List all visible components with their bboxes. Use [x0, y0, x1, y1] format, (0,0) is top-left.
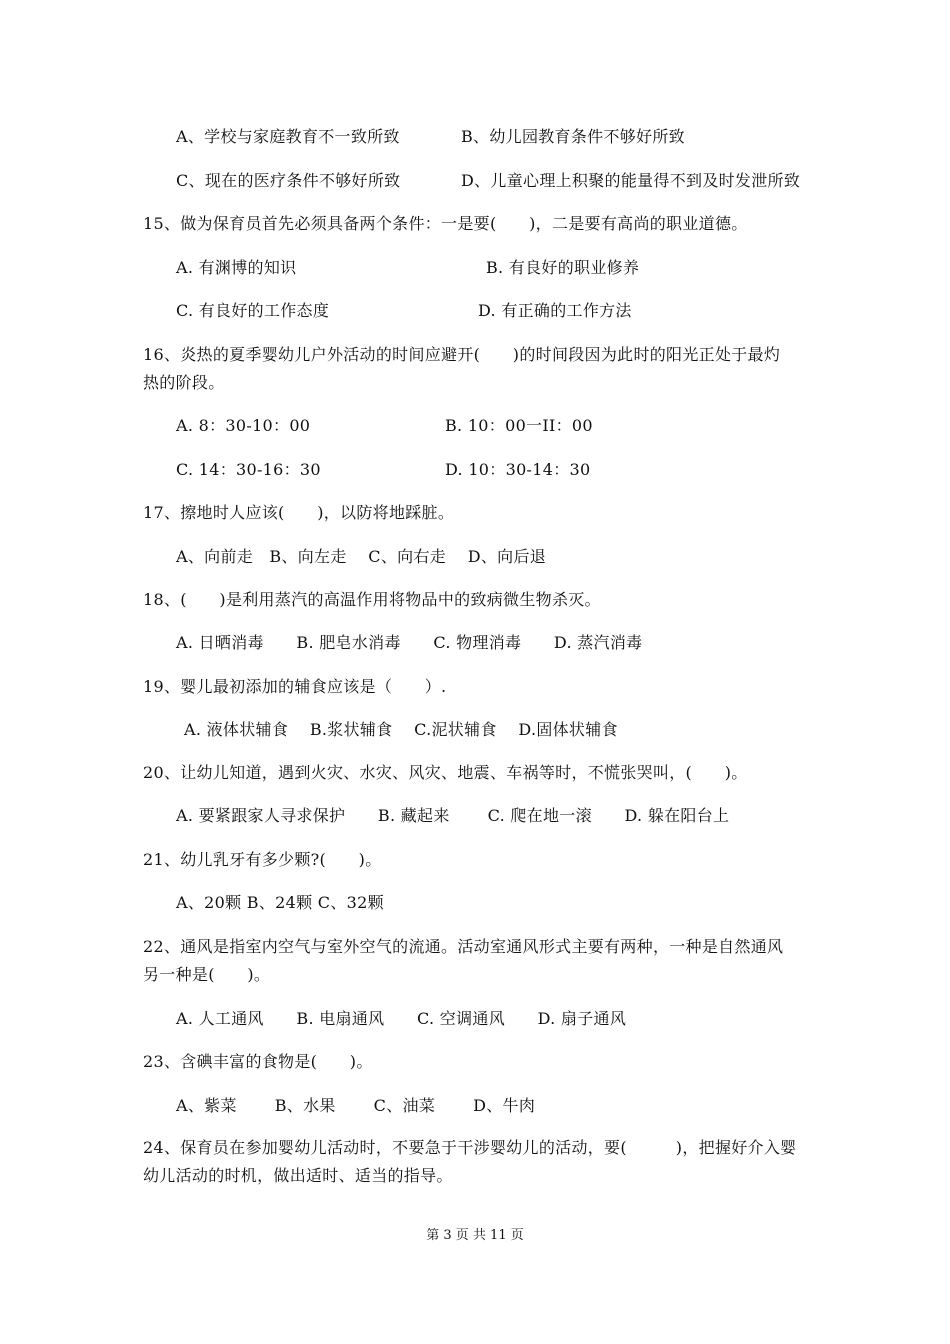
q22-stem-line-2: 另一种是( )。 [143, 965, 271, 984]
q15-stem: 15、做为保育员首先必须具备两个条件：一是要( )，二是要有高尚的职业道德。 [143, 214, 748, 233]
q19-options: A. 液体状辅食 B.浆状辅食 C.泥状辅食 D.固体状辅食 [184, 720, 618, 739]
q16-stem-line-1: 16、炎热的夏季婴幼儿户外活动的时间应避开( )的时间段因为此时的阳光正处于最灼 [143, 345, 781, 364]
q14-option-c: C、现在的医疗条件不够好所致 [176, 171, 401, 190]
q20-stem: 20、让幼儿知道，遇到火灾、水灾、风灾、地震、车祸等时，不慌张哭叫，( )。 [143, 763, 748, 782]
q16-option-c: C. 14：30-16：30 [176, 460, 321, 479]
q17-stem: 17、擦地时人应该( )，以防将地踩脏。 [143, 503, 455, 522]
q14-option-d: D、儿童心理上积聚的能量得不到及时发泄所致 [461, 171, 801, 190]
q15-option-d: D. 有正确的工作方法 [478, 301, 632, 320]
q21-stem: 21、幼儿乳牙有多少颗?( )。 [143, 850, 382, 869]
q24-stem-line-1: 24、保育员在参加婴幼儿活动时，不要急于干涉婴幼儿的活动，要( )，把握好介入婴 [143, 1138, 797, 1157]
q24-stem-line-2: 幼儿活动的时机，做出适时、适当的指导。 [143, 1166, 453, 1185]
q16-option-d: D. 10：30-14：30 [445, 460, 591, 479]
q21-options: A、20颗 B、24颗 C、32颗 [176, 893, 384, 912]
q18-stem: 18、( )是利用蒸汽的高温作用将物品中的致病微生物杀灭。 [143, 590, 601, 609]
q16-stem-line-2: 热的阶段。 [143, 373, 225, 392]
q16-option-b: B. 10：00一II：00 [445, 416, 593, 435]
q14-option-b: B、幼儿园教育条件不够好所致 [461, 127, 685, 146]
q23-stem: 23、含碘丰富的食物是( )。 [143, 1052, 373, 1071]
q19-stem: 19、婴儿最初添加的辅食应该是（ ）. [143, 677, 447, 696]
q15-option-b: B. 有良好的职业修养 [486, 258, 640, 277]
q14-option-a: A、学校与家庭教育不一致所致 [176, 127, 400, 146]
q18-options: A. 日晒消毒 B. 肥皂水消毒 C. 物理消毒 D. 蒸汽消毒 [176, 633, 643, 652]
page-number: 第 3 页 共 11 页 [426, 1228, 524, 1243]
q15-option-c: C. 有良好的工作态度 [176, 301, 330, 320]
q20-options: A. 要紧跟家人寻求保护 B. 藏起来 C. 爬在地一滚 D. 躲在阳台上 [176, 806, 730, 825]
q15-option-a: A. 有渊博的知识 [176, 258, 297, 277]
q22-options: A. 人工通风 B. 电扇通风 C. 空调通风 D. 扇子通风 [176, 1009, 627, 1028]
q22-stem-line-1: 22、通风是指室内空气与室外空气的流通。活动室通风形式主要有两种，一种是自然通风 [143, 937, 784, 956]
q16-option-a: A. 8：30-10：00 [176, 416, 311, 435]
q17-options: A、向前走 B、向左走 C、向右走 D、向后退 [176, 547, 547, 566]
q23-options: A、紫菜 B、水果 C、油菜 D、牛肉 [176, 1096, 536, 1115]
